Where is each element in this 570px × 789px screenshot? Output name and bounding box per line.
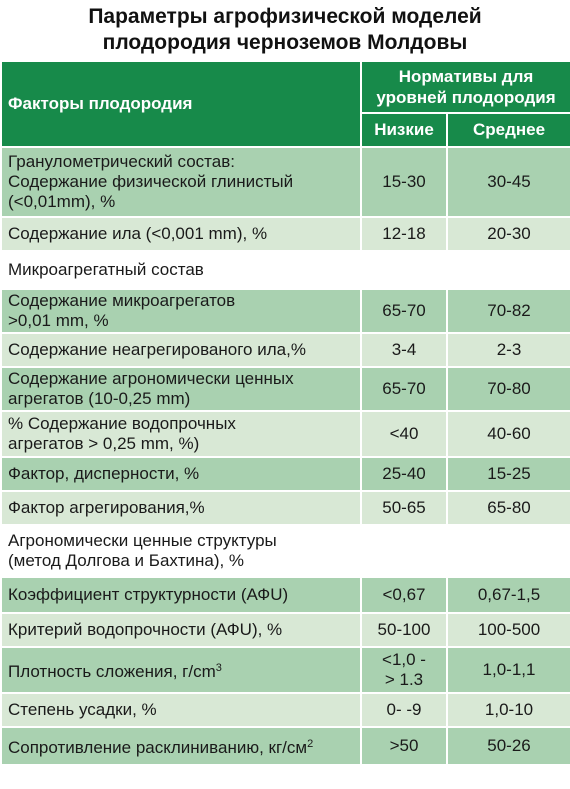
value-low: 50-100 bbox=[361, 613, 447, 647]
unit-superscript: 3 bbox=[215, 662, 222, 674]
value-medium: 70-80 bbox=[447, 367, 570, 411]
factor-text-line: Критерий водопрочности (АФU), % bbox=[8, 620, 283, 639]
value-medium: 70-82 bbox=[447, 289, 570, 333]
header-low: Низкие bbox=[361, 113, 447, 147]
factor-label bbox=[1, 577, 361, 613]
value-medium: 100-500 bbox=[447, 613, 570, 647]
value-medium: 1,0-1,1 bbox=[447, 647, 570, 693]
title-line-2: плодородия черноземов Молдовы bbox=[102, 31, 468, 54]
value-medium: 2-3 bbox=[447, 333, 570, 367]
header-medium: Среднее bbox=[447, 113, 570, 147]
factor-text-line: >0,01 mm, % bbox=[8, 311, 109, 330]
title-line-1: Параметры агрофизической моделей bbox=[88, 5, 482, 28]
factor-text-line: Содержание физической глинистый bbox=[8, 172, 294, 191]
factor-text-line: Гранулометрический состав: bbox=[8, 152, 235, 171]
header-norms-line-2: уровней плодородия bbox=[376, 88, 556, 107]
value-low-line: > 1.3 bbox=[384, 670, 424, 689]
factor-label bbox=[1, 333, 361, 367]
factor-text-line: Фактор, дисперности, % bbox=[8, 464, 200, 483]
table-row bbox=[1, 457, 570, 491]
table-row bbox=[1, 613, 570, 647]
table-row bbox=[1, 289, 570, 333]
factor-label bbox=[1, 289, 361, 333]
fertility-parameters-table bbox=[0, 60, 570, 766]
value-low: <0,67 bbox=[361, 577, 447, 613]
factor-text-line: Фактор агрегирования,% bbox=[8, 498, 205, 517]
factor-text-line: (<0,01mm), % bbox=[8, 192, 116, 211]
table-row bbox=[1, 491, 570, 525]
table-row bbox=[1, 367, 570, 411]
factor-label bbox=[1, 367, 361, 411]
value-medium: 20-30 bbox=[447, 217, 570, 251]
factor-text-line: Содержание ила (<0,001 mm), % bbox=[8, 224, 268, 243]
factor-label bbox=[1, 613, 361, 647]
table-body bbox=[1, 147, 570, 765]
factor-text-line: Агрономически ценные структуры bbox=[8, 531, 277, 550]
factor-text-line: агрегатов > 0,25 mm, %) bbox=[8, 434, 200, 453]
value-low: <40 bbox=[361, 411, 447, 457]
value-medium: 0,67-1,5 bbox=[447, 577, 570, 613]
value-low: 65-70 bbox=[361, 289, 447, 333]
factor-label bbox=[1, 457, 361, 491]
value-low: 25-40 bbox=[361, 457, 447, 491]
table-row bbox=[1, 217, 570, 251]
factor-label bbox=[1, 251, 570, 289]
table-row bbox=[1, 727, 570, 765]
section-row bbox=[1, 251, 570, 289]
factor-text-line: агрегатов (10-0,25 mm) bbox=[8, 389, 191, 408]
header-norms-line-1: Нормативы для bbox=[398, 67, 534, 86]
factor-label bbox=[1, 217, 361, 251]
value-medium: 65-80 bbox=[447, 491, 570, 525]
value-low bbox=[361, 647, 447, 693]
factor-label bbox=[1, 693, 361, 727]
value-low-line: <1,0 - bbox=[382, 650, 426, 669]
factor-text-line: Коэффициент структурности (АФU) bbox=[8, 585, 289, 604]
value-low: >50 bbox=[361, 727, 447, 765]
value-low: 12-18 bbox=[361, 217, 447, 251]
factor-text: Плотность сложения, г/cm bbox=[8, 662, 216, 681]
header-factors: Факторы плодородия bbox=[1, 61, 361, 147]
factor-text-line: % Содержание водопрочных bbox=[8, 414, 236, 433]
factor-text: Сопротивление расклиниванию, кг/см bbox=[8, 738, 308, 757]
factor-label bbox=[1, 647, 361, 693]
factor-text-line: Содержание неагрегированого ила,% bbox=[8, 340, 306, 359]
value-medium: 40-60 bbox=[447, 411, 570, 457]
section-row bbox=[1, 525, 570, 577]
page-title bbox=[0, 0, 570, 60]
table-row bbox=[1, 333, 570, 367]
value-medium: 50-26 bbox=[447, 727, 570, 765]
factor-text-line: Содержание микроагрегатов bbox=[8, 291, 236, 310]
factor-label bbox=[1, 411, 361, 457]
factor-text-line: Микроагрегатный состав bbox=[8, 260, 204, 279]
table-row bbox=[1, 411, 570, 457]
table-row bbox=[1, 147, 570, 217]
table-row bbox=[1, 647, 570, 693]
header-norms bbox=[361, 61, 570, 113]
value-medium: 30-45 bbox=[447, 147, 570, 217]
factor-text-line: (метод Долгова и Бахтина), % bbox=[8, 551, 245, 570]
unit-superscript: 2 bbox=[307, 738, 314, 750]
factor-label bbox=[1, 491, 361, 525]
factor-text-line: Содержание агрономически ценных bbox=[8, 369, 294, 388]
factor-label bbox=[1, 727, 361, 765]
table-row bbox=[1, 693, 570, 727]
value-low: 15-30 bbox=[361, 147, 447, 217]
table-row bbox=[1, 577, 570, 613]
factor-label bbox=[1, 147, 361, 217]
value-low: 50-65 bbox=[361, 491, 447, 525]
value-medium: 15-25 bbox=[447, 457, 570, 491]
factor-text-line: Степень усадки, % bbox=[8, 700, 157, 719]
value-low: 0- -9 bbox=[361, 693, 447, 727]
value-low: 3-4 bbox=[361, 333, 447, 367]
value-low: 65-70 bbox=[361, 367, 447, 411]
value-medium: 1,0-10 bbox=[447, 693, 570, 727]
factor-label bbox=[1, 525, 570, 577]
